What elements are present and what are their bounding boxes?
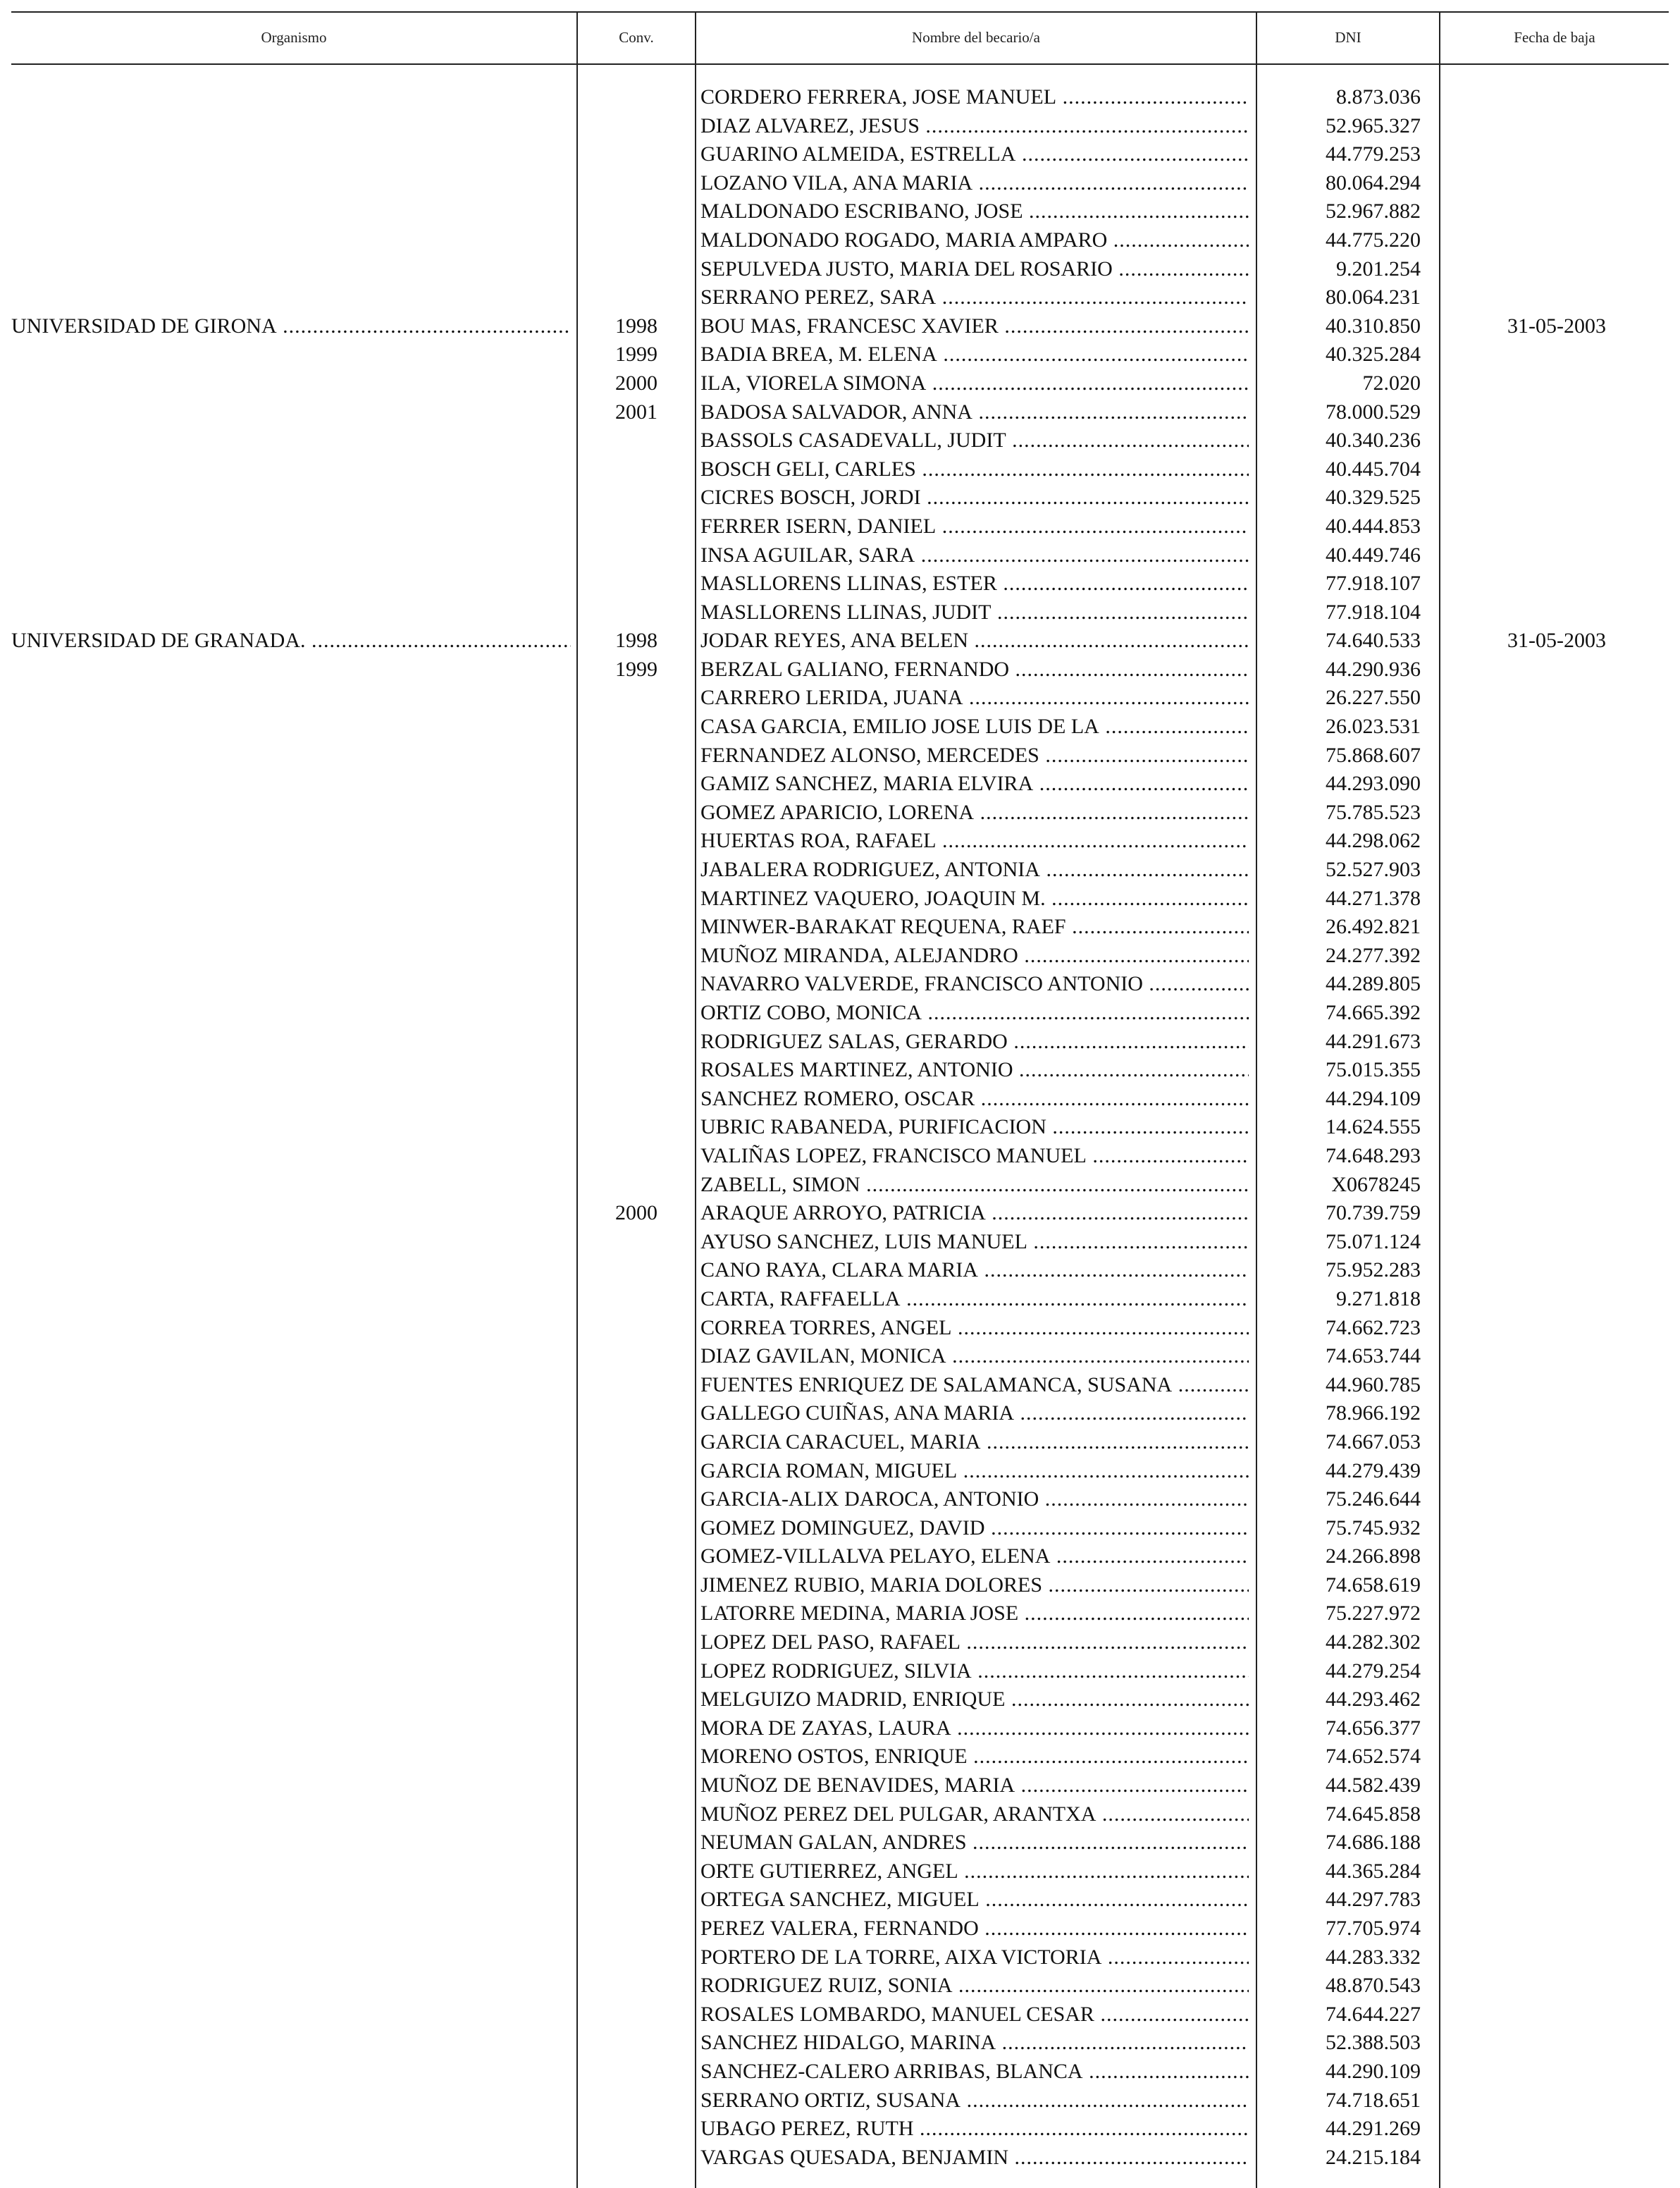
dni-cell: 74.648.293 [1326,1143,1421,1167]
table-row [0,1915,1680,1943]
dni-cell: 44.290.936 [1326,657,1421,681]
dni-cell: 52.527.903 [1326,858,1421,882]
becario-name-cell: CASA GARCIA, EMILIO JOSE LUIS DE LA ..... [700,713,1249,742]
table-row [0,1314,1680,1343]
becario-name-cell: ORTEGA SANCHEZ, MIGUEL ..... [700,1886,1249,1915]
table-row [0,484,1680,512]
becario-name-cell: MUÑOZ DE BENAVIDES, MARIA ..... [700,1771,1249,1800]
dni-cell: 44.582.439 [1326,1774,1421,1797]
table-row [0,1199,1680,1228]
table-row [0,598,1680,627]
table-row [0,999,1680,1028]
table-row [0,1628,1680,1657]
becario-name-cell: ARAQUE ARROYO, PATRICIA ..... [700,1199,1249,1228]
becario-name-cell: FERNANDEZ ALONSO, MERCEDES ..... [700,742,1249,770]
table-row [0,1714,1680,1743]
dni-cell: 77.705.974 [1326,1917,1421,1940]
table-row [0,1771,1680,1800]
dni-cell: 44.282.302 [1326,1630,1421,1654]
becario-name-cell: SERRANO ORTIZ, SUSANA ..... [700,2086,1249,2115]
table-body [0,83,1680,2172]
table-row [0,1743,1680,1771]
table-row [0,1514,1680,1543]
table-row [0,169,1680,198]
dni-cell: 75.868.607 [1326,743,1421,767]
dni-cell: 75.227.972 [1326,1602,1421,1625]
header-dni: DNI [1335,28,1361,46]
table-row [0,340,1680,369]
becario-name-cell: INSA AGUILAR, SARA ..... [700,541,1249,570]
becario-name-cell: RODRIGUEZ RUIZ, SONIA ..... [700,1972,1249,2000]
becario-name-cell: SANCHEZ ROMERO, OSCAR ..... [700,1085,1249,1114]
convocatoria-cell: 2000 [615,371,657,395]
dni-cell: 44.775.220 [1326,228,1421,252]
becario-name-cell: ROSALES LOMBARDO, MANUEL CESAR ..... [700,2000,1249,2029]
dni-cell: X0678245 [1331,1172,1421,1196]
table-row [0,656,1680,684]
table-row [0,1171,1680,1200]
becario-name-cell: MORENO OSTOS, ENRIQUE ..... [700,1743,1249,1771]
becario-name-cell: ZABELL, SIMON ..... [700,1171,1249,1200]
dni-cell: 9.271.818 [1336,1286,1421,1310]
table-row [0,770,1680,799]
table-row [0,426,1680,455]
dni-cell: 52.967.882 [1326,199,1421,223]
convocatoria-cell: 1998 [615,629,657,653]
becario-name-cell: DIAZ ALVAREZ, JESUS ..... [700,112,1249,141]
dni-cell: 9.201.254 [1336,257,1421,281]
becario-name-cell: LOZANO VILA, ANA MARIA ..... [700,169,1249,198]
table-row [0,369,1680,398]
dni-cell: 40.340.236 [1326,429,1421,453]
becario-name-cell: BERZAL GALIANO, FERNANDO ..... [700,656,1249,684]
table-row [0,140,1680,169]
table-row [0,913,1680,942]
becario-name-cell: CORREA TORRES, ANGEL ..... [700,1314,1249,1343]
table-row [0,2086,1680,2115]
dni-cell: 74.656.377 [1326,1716,1421,1740]
dni-cell: 74.645.858 [1326,1802,1421,1826]
dni-cell: 75.745.932 [1326,1516,1421,1539]
dni-cell: 40.329.525 [1326,486,1421,510]
becario-name-cell: CARTA, RAFFAELLA ..... [700,1285,1249,1314]
dni-cell: 75.015.355 [1326,1058,1421,1082]
dni-cell: 74.662.723 [1326,1315,1421,1339]
dni-cell: 77.918.107 [1326,572,1421,596]
table-row [0,112,1680,141]
dni-cell: 40.449.746 [1326,543,1421,567]
becario-name-cell: NAVARRO VALVERDE, FRANCISCO ANTONIO ..... [700,970,1249,999]
becario-name-cell: GARCIA ROMAN, MIGUEL ..... [700,1457,1249,1486]
becario-name-cell: JODAR REYES, ANA BELEN ..... [700,627,1249,656]
becario-name-cell: GARCIA-ALIX DAROCA, ANTONIO ..... [700,1485,1249,1514]
table-row [0,1571,1680,1600]
convocatoria-cell: 2000 [615,1201,657,1225]
header-nombre: Nombre del becario/a [912,28,1040,46]
becario-name-cell: CICRES BOSCH, JORDI ..... [700,484,1249,512]
becario-name-cell: SANCHEZ HIDALGO, MARINA ..... [700,2029,1249,2058]
dni-cell: 44.294.109 [1326,1086,1421,1110]
dni-cell: 74.665.392 [1326,1001,1421,1024]
table-row [0,970,1680,999]
table-row [0,1457,1680,1486]
table-row [0,197,1680,226]
becario-name-cell: FUENTES ENRIQUEZ DE SALAMANCA, SUSANA ..... [700,1371,1249,1400]
dni-cell: 75.246.644 [1326,1487,1421,1511]
becario-name-cell: JIMENEZ RUBIO, MARIA DOLORES ..... [700,1571,1249,1600]
dni-cell: 26.023.531 [1326,715,1421,739]
table-row [0,398,1680,427]
table-row [0,312,1680,341]
becario-name-cell: MARTINEZ VAQUERO, JOAQUIN M. ..... [700,885,1249,914]
becario-name-cell: GUARINO ALMEIDA, ESTRELLA ..... [700,140,1249,169]
dni-cell: 8.873.036 [1336,85,1421,109]
dni-cell: 78.000.529 [1326,400,1421,424]
table-row [0,1056,1680,1085]
dni-cell: 77.918.104 [1326,600,1421,624]
table-row [0,1599,1680,1628]
table-row [0,1399,1680,1428]
dni-cell: 44.289.805 [1326,972,1421,996]
table-row [0,1428,1680,1457]
becario-name-cell: MUÑOZ MIRANDA, ALEJANDRO ..... [700,942,1249,971]
table-row [0,512,1680,541]
becario-name-cell: MINWER-BARAKAT REQUENA, RAEF ..... [700,913,1249,942]
becario-name-cell: HUERTAS ROA, RAFAEL ..... [700,827,1249,856]
becario-name-cell: MALDONADO ESCRIBANO, JOSE ..... [700,197,1249,226]
becario-name-cell: BADOSA SALVADOR, ANNA ..... [700,398,1249,427]
dni-cell: 44.365.284 [1326,1859,1421,1883]
becario-name-cell: NEUMAN GALAN, ANDRES ..... [700,1829,1249,1857]
dni-cell: 40.445.704 [1326,457,1421,481]
dni-cell: 44.290.109 [1326,2059,1421,2083]
becario-name-cell: VALIÑAS LOPEZ, FRANCISCO MANUEL ..... [700,1142,1249,1171]
dni-cell: 74.653.744 [1326,1344,1421,1368]
table-row [0,885,1680,914]
dni-cell: 44.283.332 [1326,1945,1421,1969]
table-row [0,1371,1680,1400]
becario-name-cell: BOSCH GELI, CARLES ..... [700,455,1249,484]
becario-name-cell: MORA DE ZAYAS, LAURA ..... [700,1714,1249,1743]
becario-name-cell: MELGUIZO MADRID, ENRIQUE ..... [700,1685,1249,1714]
table-row [0,684,1680,713]
dni-cell: 70.739.759 [1326,1201,1421,1225]
organismo-cell: UNIVERSIDAD DE GRANADA. ..... [11,627,571,656]
table-row [0,1285,1680,1314]
dni-cell: 74.640.533 [1326,629,1421,653]
dni-cell: 44.279.254 [1326,1659,1421,1683]
becario-name-cell: JABALERA RODRIGUEZ, ANTONIA ..... [700,856,1249,885]
table-row [0,2058,1680,2086]
dni-cell: 26.492.821 [1326,915,1421,939]
dni-cell: 26.227.550 [1326,686,1421,710]
table-row [0,827,1680,856]
dni-cell: 44.297.783 [1326,1888,1421,1912]
dni-cell: 74.718.651 [1326,2088,1421,2112]
table-row [0,226,1680,255]
convocatoria-cell: 1999 [615,343,657,367]
table-row [0,799,1680,828]
header-bottom-rule [11,63,1669,65]
table-row [0,627,1680,656]
table-row [0,255,1680,284]
dni-cell: 44.298.062 [1326,829,1421,853]
becario-name-cell: MUÑOZ PEREZ DEL PULGAR, ARANTXA ..... [700,1800,1249,1829]
becario-name-cell: LOPEZ DEL PASO, RAFAEL ..... [700,1628,1249,1657]
table-row [0,2000,1680,2029]
dni-cell: 40.325.284 [1326,343,1421,367]
becario-name-cell: GALLEGO CUIÑAS, ANA MARIA ..... [700,1399,1249,1428]
becario-name-cell: GOMEZ-VILLALVA PELAYO, ELENA ..... [700,1542,1249,1571]
convocatoria-cell: 2001 [615,400,657,424]
becario-name-cell: MASLLORENS LLINAS, JUDIT ..... [700,598,1249,627]
dni-cell: 24.277.392 [1326,943,1421,967]
dni-cell: 44.960.785 [1326,1372,1421,1396]
table-row [0,1542,1680,1571]
dni-cell: 52.965.327 [1326,113,1421,137]
table-row [0,713,1680,742]
header-conv: Conv. [619,28,654,46]
dni-cell: 40.310.850 [1326,314,1421,338]
dni-cell: 44.779.253 [1326,142,1421,166]
becario-name-cell: UBAGO PEREZ, RUTH ..... [700,2115,1249,2144]
dni-cell: 44.291.673 [1326,1029,1421,1053]
table-row [0,1028,1680,1057]
becario-name-cell: GOMEZ DOMINGUEZ, DAVID ..... [700,1514,1249,1543]
becario-name-cell: MALDONADO ROGADO, MARIA AMPARO ..... [700,226,1249,255]
table-row [0,1342,1680,1371]
dni-cell: 74.658.619 [1326,1573,1421,1597]
becario-name-cell: SANCHEZ-CALERO ARRIBAS, BLANCA ..... [700,2058,1249,2086]
table-row [0,1886,1680,1915]
becario-name-cell: FERRER ISERN, DANIEL ..... [700,512,1249,541]
becario-name-cell: LOPEZ RODRIGUEZ, SILVIA ..... [700,1657,1249,1686]
becario-name-cell: ROSALES MARTINEZ, ANTONIO ..... [700,1056,1249,1085]
table-row [0,1943,1680,1972]
table-row [0,856,1680,885]
table-row [0,742,1680,770]
becario-name-cell: ILA, VIORELA SIMONA ..... [700,369,1249,398]
becario-name-cell: SERRANO PEREZ, SARA ..... [700,283,1249,312]
dni-cell: 75.785.523 [1326,800,1421,824]
fecha-baja-cell: 31-05-2003 [1507,629,1606,653]
fecha-baja-cell: 31-05-2003 [1507,314,1606,338]
becario-name-cell: DIAZ GAVILAN, MONICA ..... [700,1342,1249,1371]
table-row [0,1256,1680,1285]
dni-cell: 75.071.124 [1326,1229,1421,1253]
becario-name-cell: CARRERO LERIDA, JUANA ..... [700,684,1249,713]
dni-cell: 44.293.462 [1326,1688,1421,1711]
dni-cell: 78.966.192 [1326,1401,1421,1425]
dni-cell: 44.293.090 [1326,772,1421,796]
table-row [0,2029,1680,2058]
table-row [0,1485,1680,1514]
table-row [0,283,1680,312]
becario-name-cell: PORTERO DE LA TORRE, AIXA VICTORIA ..... [700,1943,1249,1972]
dni-cell: 75.952.283 [1326,1258,1421,1282]
dni-cell: 80.064.294 [1326,171,1421,195]
becario-name-cell: UBRIC RABANEDA, PURIFICACION ..... [700,1113,1249,1142]
becario-name-cell: LATORRE MEDINA, MARIA JOSE ..... [700,1599,1249,1628]
table-row [0,570,1680,598]
table-row [0,1857,1680,1886]
dni-cell: 74.652.574 [1326,1745,1421,1769]
becario-name-cell: VARGAS QUESADA, BENJAMIN ..... [700,2144,1249,2172]
convocatoria-cell: 1998 [615,314,657,338]
becario-name-cell: CANO RAYA, CLARA MARIA ..... [700,1256,1249,1285]
dni-cell: 24.266.898 [1326,1544,1421,1568]
table-row [0,1800,1680,1829]
dni-cell: 44.271.378 [1326,886,1421,910]
becario-name-cell: BOU MAS, FRANCESC XAVIER ..... [700,312,1249,341]
table-row [0,1972,1680,2000]
dni-cell: 14.624.555 [1326,1115,1421,1139]
table-row [0,1085,1680,1114]
becario-name-cell: MASLLORENS LLINAS, ESTER ..... [700,570,1249,598]
table-row [0,541,1680,570]
dni-cell: 80.064.231 [1326,285,1421,309]
header-fecha-baja: Fecha de baja [1514,28,1595,46]
becario-name-cell: GAMIZ SANCHEZ, MARIA ELVIRA ..... [700,770,1249,799]
header-organismo: Organismo [261,28,327,46]
dni-cell: 40.444.853 [1326,514,1421,538]
becario-name-cell: BADIA BREA, M. ELENA ..... [700,340,1249,369]
becario-name-cell: GOMEZ APARICIO, LORENA ..... [700,799,1249,828]
convocatoria-cell: 1999 [615,657,657,681]
becario-name-cell: SEPULVEDA JUSTO, MARIA DEL ROSARIO ..... [700,255,1249,284]
becario-name-cell: BASSOLS CASADEVALL, JUDIT ..... [700,426,1249,455]
table-row [0,1685,1680,1714]
becario-name-cell: ORTE GUTIERREZ, ANGEL ..... [700,1857,1249,1886]
becario-name-cell: PEREZ VALERA, FERNANDO ..... [700,1915,1249,1943]
becario-name-cell: CORDERO FERRERA, JOSE MANUEL ..... [700,83,1249,112]
becario-name-cell: RODRIGUEZ SALAS, GERARDO ..... [700,1028,1249,1057]
table-row [0,942,1680,971]
table-row [0,1829,1680,1857]
becario-name-cell: GARCIA CARACUEL, MARIA ..... [700,1428,1249,1457]
table-row [0,2115,1680,2144]
table-row [0,1657,1680,1686]
organismo-cell: UNIVERSIDAD DE GIRONA ..... [11,312,571,341]
becario-name-cell: AYUSO SANCHEZ, LUIS MANUEL ..... [700,1228,1249,1257]
dni-cell: 74.686.188 [1326,1831,1421,1855]
dni-cell: 24.215.184 [1326,2145,1421,2169]
table-row [0,1142,1680,1171]
dni-cell: 44.291.269 [1326,2117,1421,2141]
table-row [0,83,1680,112]
table-row [0,455,1680,484]
dni-cell: 44.279.439 [1326,1458,1421,1482]
table-row [0,1228,1680,1257]
table-row [0,1113,1680,1142]
dni-cell: 48.870.543 [1326,1974,1421,1998]
becario-name-cell: ORTIZ COBO, MONICA ..... [700,999,1249,1028]
dni-cell: 72.020 [1362,371,1421,395]
dni-cell: 74.667.053 [1326,1430,1421,1453]
table-row [0,2144,1680,2172]
dni-cell: 52.388.503 [1326,2031,1421,2055]
dni-cell: 74.644.227 [1326,2002,1421,2026]
